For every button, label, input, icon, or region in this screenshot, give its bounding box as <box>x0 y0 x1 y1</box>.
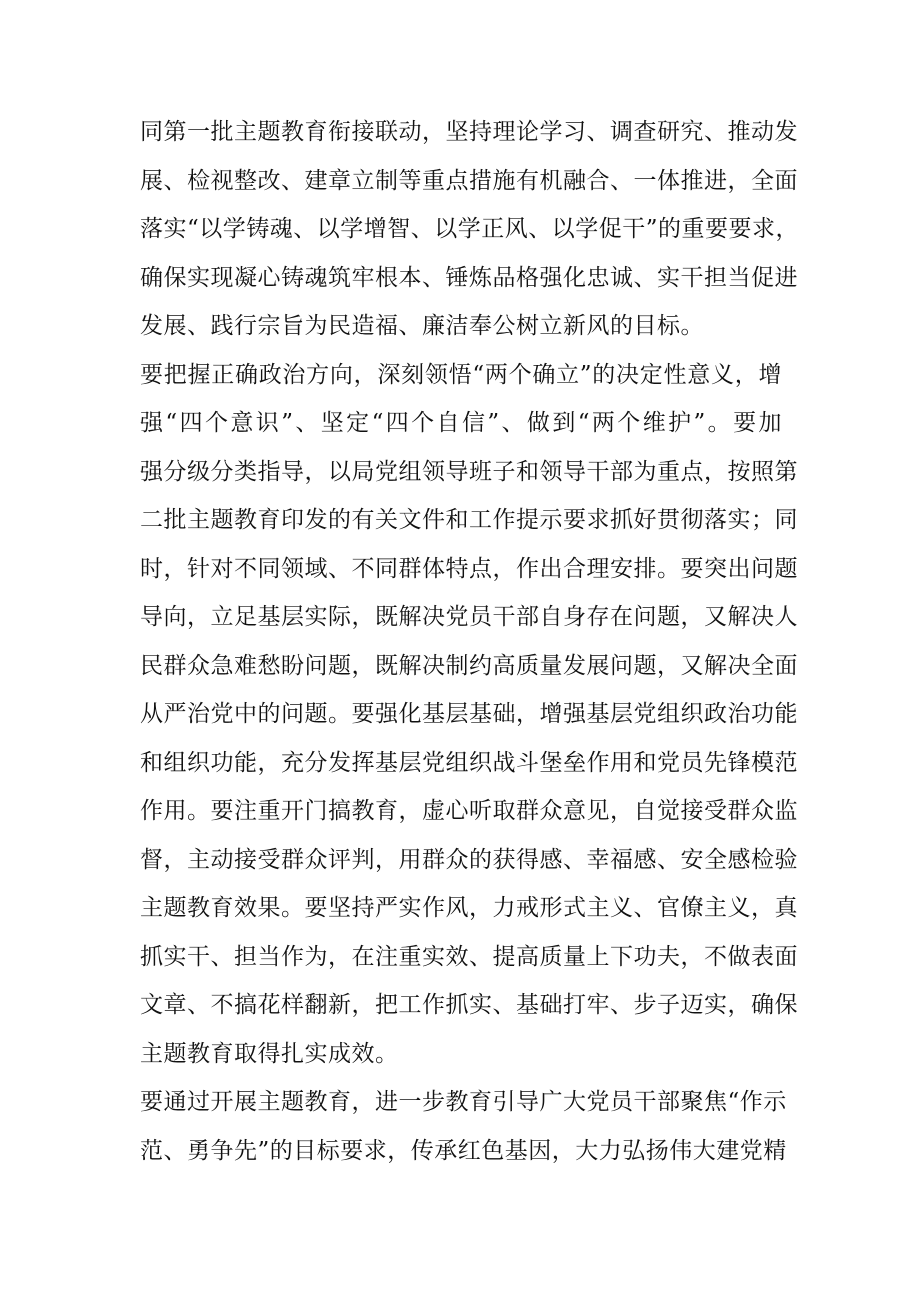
text-line: 同第一批主题教育衔接联动，坚持理论学习、调查研究、推动发 <box>140 119 798 145</box>
text-line: 作用。要注重开门搞教育，虚心听取群众意见，自觉接受群众监 <box>140 798 798 824</box>
text-line: 导向，立足基层实际，既解决党员干部自身存在问题，又解决人 <box>140 604 798 630</box>
document-body <box>140 108 800 1175</box>
text-line: 要把握正确政治方向，深刻领悟“两个确立”的决定性意义，增 <box>140 361 782 388</box>
text-line: 时，针对不同领域、不同群体特点，作出合理安排。要突出问题 <box>140 555 798 582</box>
text-line: 民群众急难愁盼问题，既解决制约高质量发展问题，又解决全面 <box>140 652 798 679</box>
paragraph-3 <box>140 1078 787 1175</box>
text-line: 范、勇争先”的目标要求，传承红色基因，大力弘扬伟大建党精 <box>140 1137 787 1164</box>
text-line: 和组织功能，充分发挥基层党组织战斗堡垒作用和党员先锋模范 <box>140 749 798 776</box>
text-line: 文章、不搞花样翻新，把工作抓实、基础打牢、步子迈实，确保 <box>140 992 798 1018</box>
text-line: 展、检视整改、建章立制等重点措施有机融合、一体推进，全面 <box>140 167 798 194</box>
paragraph-2 <box>140 351 798 1079</box>
text-line: 强“四个意识”、坚定“四个自信”、做到“两个维护”。要加 <box>140 410 782 436</box>
text-line: 强分级分类指导，以局党组领导班子和领导干部为重点，按照第 <box>140 458 798 485</box>
text-line: 抓实干、担当作为，在注重实效、提高质量上下功夫，不做表面 <box>140 943 798 970</box>
text-line: 督，主动接受群众评判，用群众的获得感、幸福感、安全感检验 <box>140 846 798 873</box>
text-line: 从严治党中的问题。要强化基层基础，增强基层党组织政治功能 <box>140 701 798 727</box>
text-line: 二批主题教育印发的有关文件和工作提示要求抓好贯彻落实；同 <box>140 507 798 533</box>
text-line: 要通过开展主题教育，进一步教育引导广大党员干部聚焦“作示 <box>140 1089 787 1115</box>
text-line: 主题教育效果。要坚持严实作风，力戒形式主义、官僚主义，真 <box>140 895 798 921</box>
text-line: 确保实现凝心铸魂筑牢根本、锤炼品格强化忠诚、实干担当促进 <box>140 264 798 291</box>
text-line: 发展、践行宗旨为民造福、廉洁奉公树立新风的目标。 <box>140 313 704 339</box>
paragraph-1 <box>140 108 800 351</box>
text-line: 主题教育取得扎实成效。 <box>140 1040 399 1067</box>
text-line: 落实“以学铸魂、以学增智、以学正风、以学促干”的重要要求， <box>140 216 800 242</box>
